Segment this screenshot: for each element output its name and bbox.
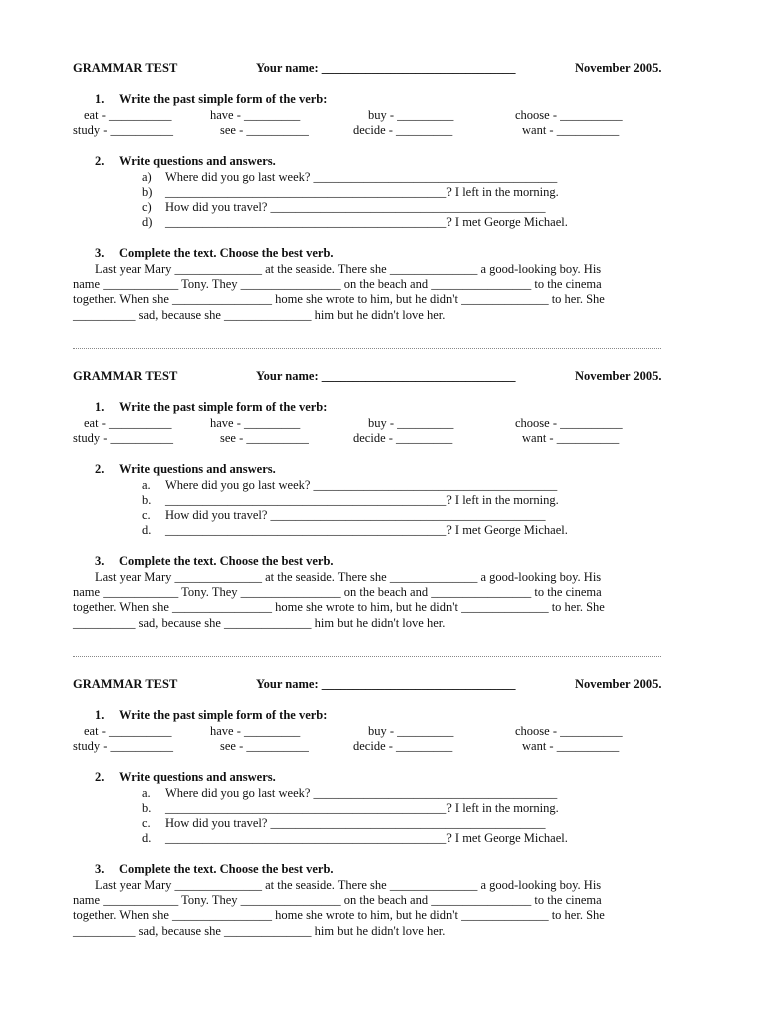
- verb-study[interactable]: study - __________: [73, 739, 173, 753]
- q2-item-text[interactable]: _____________________________________________? I left in the morning.: [165, 801, 559, 815]
- verb-choose[interactable]: choose - __________: [515, 416, 623, 430]
- q3-text-line[interactable]: together. When she ________________ home she wrote to him, but he didn't ______________ to her. She: [73, 908, 605, 922]
- q1-instruction: Write the past simple form of the verb:: [119, 400, 328, 414]
- q3-instruction: Complete the text. Choose the best verb.: [119, 554, 334, 568]
- q3-number: 3.: [95, 554, 105, 568]
- q2-item-text[interactable]: _____________________________________________? I met George Michael.: [165, 215, 568, 229]
- q2-item-text[interactable]: _____________________________________________? I left in the morning.: [165, 493, 559, 507]
- q2-item-text[interactable]: _____________________________________________? I left in the morning.: [165, 185, 559, 199]
- q3-text-line[interactable]: Last year Mary ______________ at the seaside. There she ______________ a good-looking boy. His: [95, 570, 602, 584]
- q2-item-marker: c): [142, 200, 152, 214]
- q2-item-marker: b): [142, 185, 153, 199]
- verb-decide[interactable]: decide - _________: [353, 431, 453, 445]
- q2-item-marker: d.: [142, 831, 152, 845]
- q2-item-marker: d): [142, 215, 153, 229]
- verb-have[interactable]: have - _________: [210, 416, 301, 430]
- verb-buy[interactable]: buy - _________: [368, 416, 454, 430]
- verb-want[interactable]: want - __________: [522, 123, 620, 137]
- verb-decide[interactable]: decide - _________: [353, 739, 453, 753]
- q2-item-marker: c.: [142, 508, 151, 522]
- q3-text-line[interactable]: together. When she ________________ home she wrote to him, but he didn't ______________ to her. She: [73, 292, 605, 306]
- q1-number: 1.: [95, 708, 105, 722]
- verb-choose[interactable]: choose - __________: [515, 724, 623, 738]
- q2-instruction: Write questions and answers.: [119, 462, 276, 476]
- q2-item-text[interactable]: Where did you go last week? _______________________________________: [165, 478, 558, 492]
- q3-text-line[interactable]: __________ sad, because she ______________ him but he didn't love her.: [73, 308, 446, 322]
- q2-item-text[interactable]: How did you travel? ____________________________________________: [165, 816, 546, 830]
- q1-number: 1.: [95, 400, 105, 414]
- q2-item-text[interactable]: How did you travel? ____________________________________________: [165, 508, 546, 522]
- verb-decide[interactable]: decide - _________: [353, 123, 453, 137]
- q3-text-line[interactable]: name ____________ Tony. They ________________ on the beach and ________________ to the cinema: [73, 893, 602, 907]
- q3-text-line[interactable]: __________ sad, because she ______________ him but he didn't love her.: [73, 616, 446, 630]
- q2-item-text[interactable]: _____________________________________________? I met George Michael.: [165, 523, 568, 537]
- q2-item-text[interactable]: Where did you go last week? _______________________________________: [165, 786, 558, 800]
- q2-item-marker: d.: [142, 523, 152, 537]
- q2-item-text[interactable]: _____________________________________________? I met George Michael.: [165, 831, 568, 845]
- q3-text-line[interactable]: name ____________ Tony. They ________________ on the beach and ________________ to the cinema: [73, 585, 602, 599]
- test-date: November 2005.: [575, 61, 662, 75]
- q3-text-line[interactable]: Last year Mary ______________ at the seaside. There she ______________ a good-looking boy. His: [95, 262, 602, 276]
- q2-item-marker: a.: [142, 478, 151, 492]
- q2-item-marker: c.: [142, 816, 151, 830]
- verb-study[interactable]: study - __________: [73, 123, 173, 137]
- q1-instruction: Write the past simple form of the verb:: [119, 92, 328, 106]
- q1-instruction: Write the past simple form of the verb:: [119, 708, 328, 722]
- verb-want[interactable]: want - __________: [522, 739, 620, 753]
- test-sheet-1: [0, 0, 768, 322]
- name-field[interactable]: Your name: _______________________________: [256, 61, 516, 75]
- verb-buy[interactable]: buy - _________: [368, 108, 454, 122]
- q3-text-line[interactable]: Last year Mary ______________ at the seaside. There she ______________ a good-looking boy. His: [95, 878, 602, 892]
- verb-see[interactable]: see - __________: [220, 739, 309, 753]
- q1-number: 1.: [95, 92, 105, 106]
- q3-text-line[interactable]: __________ sad, because she ______________ him but he didn't love her.: [73, 924, 446, 938]
- sheet-title: GRAMMAR TEST: [73, 61, 178, 75]
- verb-eat[interactable]: eat - __________: [84, 416, 172, 430]
- verb-want[interactable]: want - __________: [522, 431, 620, 445]
- verb-see[interactable]: see - __________: [220, 123, 309, 137]
- test-date: November 2005.: [575, 369, 662, 383]
- q2-instruction: Write questions and answers.: [119, 154, 276, 168]
- name-field[interactable]: Your name: _______________________________: [256, 369, 516, 383]
- q2-item-marker: a.: [142, 786, 151, 800]
- q3-number: 3.: [95, 246, 105, 260]
- test-date: November 2005.: [575, 677, 662, 691]
- verb-eat[interactable]: eat - __________: [84, 108, 172, 122]
- q2-number: 2.: [95, 462, 105, 476]
- test-sheet-2: [0, 308, 768, 630]
- sheet-title: GRAMMAR TEST: [73, 369, 178, 383]
- sheet-title: GRAMMAR TEST: [73, 677, 178, 691]
- verb-choose[interactable]: choose - __________: [515, 108, 623, 122]
- q3-text-line[interactable]: name ____________ Tony. They ________________ on the beach and ________________ to the cinema: [73, 277, 602, 291]
- q2-number: 2.: [95, 154, 105, 168]
- verb-see[interactable]: see - __________: [220, 431, 309, 445]
- verb-have[interactable]: have - _________: [210, 724, 301, 738]
- q2-item-text[interactable]: Where did you go last week? _______________________________________: [165, 170, 558, 184]
- q2-item-marker: a): [142, 170, 152, 184]
- verb-study[interactable]: study - __________: [73, 431, 173, 445]
- q3-instruction: Complete the text. Choose the best verb.: [119, 246, 334, 260]
- q3-number: 3.: [95, 862, 105, 876]
- q2-item-marker: b.: [142, 801, 152, 815]
- q2-instruction: Write questions and answers.: [119, 770, 276, 784]
- verb-eat[interactable]: eat - __________: [84, 724, 172, 738]
- verb-buy[interactable]: buy - _________: [368, 724, 454, 738]
- test-sheet-3: [0, 616, 768, 938]
- q3-text-line[interactable]: together. When she ________________ home she wrote to him, but he didn't ______________ to her. She: [73, 600, 605, 614]
- q3-instruction: Complete the text. Choose the best verb.: [119, 862, 334, 876]
- name-field[interactable]: Your name: _______________________________: [256, 677, 516, 691]
- q2-item-text[interactable]: How did you travel? ____________________________________________: [165, 200, 546, 214]
- q2-item-marker: b.: [142, 493, 152, 507]
- q2-number: 2.: [95, 770, 105, 784]
- verb-have[interactable]: have - _________: [210, 108, 301, 122]
